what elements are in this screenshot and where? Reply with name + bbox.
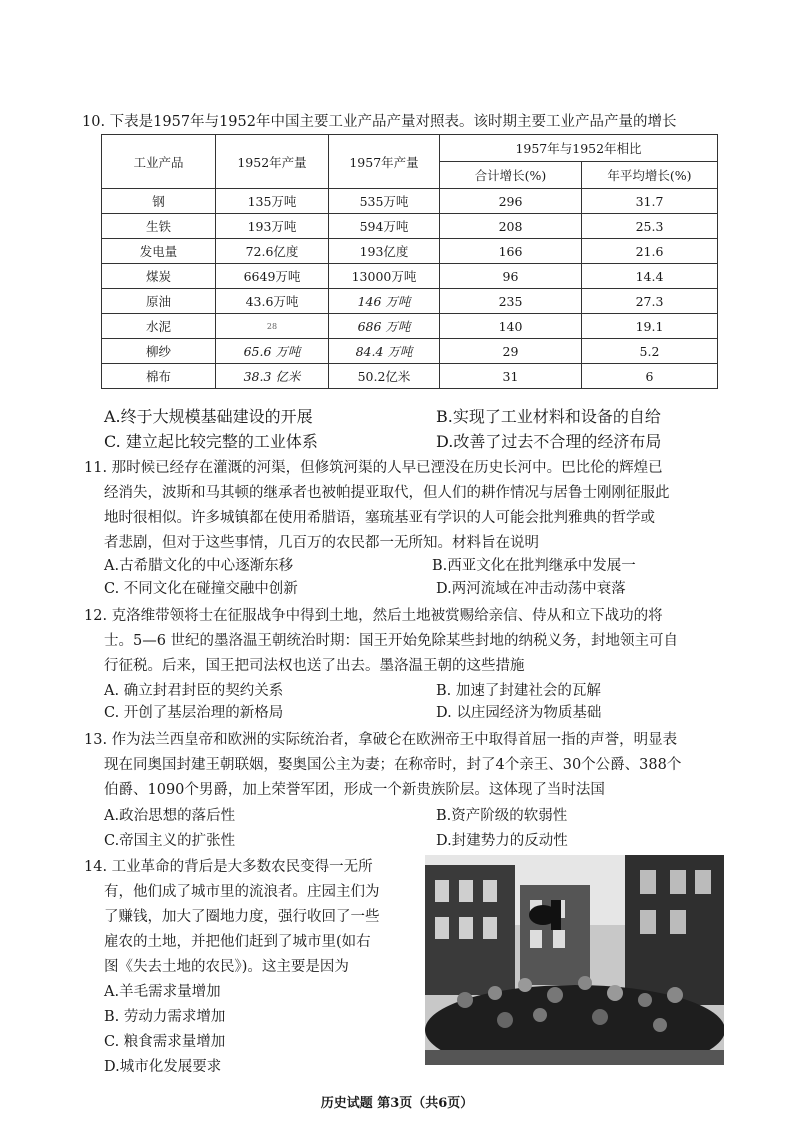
table-row <box>102 314 718 339</box>
table-cell: 钢 <box>102 189 216 214</box>
table-cell-handwritten: 84.4 万吨 <box>329 339 440 364</box>
table-row <box>102 189 718 214</box>
page-footer: 历史试题 第3页（共6页） <box>320 1096 474 1111</box>
table-cell: 棉布 <box>102 364 216 389</box>
header-1952: 1952年产量 <box>216 135 329 189</box>
q14-line: 图《失去土地的农民》)。这主要是因为 <box>104 959 349 975</box>
q10-production-table <box>101 134 718 389</box>
q10-option-c: C. 建立起比较完整的工业体系 <box>104 432 318 451</box>
table-row <box>102 264 718 289</box>
table-cell: 14.4 <box>582 264 718 289</box>
q14-line: 有，他们成了城市里的流浪者。庄园主们为 <box>104 884 380 900</box>
table-cell: 31.7 <box>582 189 718 214</box>
table-row <box>102 239 718 264</box>
q13-option-c: C.帝国主义的扩张性 <box>104 833 236 849</box>
q10-option-a: A.终于大规模基础建设的开展 <box>104 407 313 426</box>
table-cell: 19.1 <box>582 314 718 339</box>
table-cell: 21.6 <box>582 239 718 264</box>
q11-line: 者悲剧，但对于这些事情，几百万的农民都一无所知。材料旨在说明 <box>104 535 539 551</box>
q10-option-d: D.改善了过去不合理的经济布局 <box>436 432 662 451</box>
header-total-growth: 合计增长(%) <box>440 162 582 189</box>
table-cell: 29 <box>440 339 582 364</box>
header-compare: 1957年与1952年相比 <box>440 135 718 162</box>
table-row <box>102 214 718 239</box>
table-cell: 生铁 <box>102 214 216 239</box>
q14-line: 雇农的土地，并把他们赶到了城市里(如右 <box>104 934 371 950</box>
table-cell: 193亿度 <box>329 239 440 264</box>
q14-option-d: D.城市化发展要求 <box>104 1059 222 1075</box>
q11-option-a: A.古希腊文化的中心逐渐东移 <box>104 558 294 574</box>
q12-line: 行征税。后来，国王把司法权也送了出去。墨洛温王朝的这些措施 <box>104 658 525 674</box>
q14-line: 14. 工业革命的背后是大多数农民变得一无所 <box>84 859 373 875</box>
q12-line: 士。5—6 世纪的墨洛温王朝统治时期：国王开始免除某些封地的纳税义务，封地领主可自 <box>104 633 679 649</box>
table-cell: 煤炭 <box>102 264 216 289</box>
table-row <box>102 364 718 389</box>
peasants-illustration <box>425 855 724 1065</box>
q11-option-d: D.两河流域在冲击动荡中衰落 <box>436 581 626 597</box>
table-cell: 140 <box>440 314 582 339</box>
table-cell: 296 <box>440 189 582 214</box>
table-cell: 72.6亿度 <box>216 239 329 264</box>
table-cell-handwritten: 38.3 亿米 <box>216 364 329 389</box>
q12-option-b: B. 加速了封建社会的瓦解 <box>436 683 601 699</box>
q14-option-a: A.羊毛需求量增加 <box>104 984 221 1000</box>
table-cell: 50.2亿米 <box>329 364 440 389</box>
table-cell: 原油 <box>102 289 216 314</box>
q11-line: 地时很相似。许多城镇都在使用希腊语，塞琉基亚有学识的人可能会批判雅典的哲学或 <box>104 510 655 526</box>
q11-option-b: B.西亚文化在批判继承中发展一 <box>432 558 636 574</box>
table-cell: 31 <box>440 364 582 389</box>
table-cell: 166 <box>440 239 582 264</box>
q12-option-d: D. 以庄园经济为物质基础 <box>436 705 602 721</box>
q11-line: 11. 那时候已经存在灌溉的河渠，但修筑河渠的人早已湮没在历史长河中。巴比伦的辉煌已 <box>84 460 663 476</box>
table-cell: 25.3 <box>582 214 718 239</box>
table-cell-handwritten: 686 万吨 <box>329 314 440 339</box>
q13-option-b: B.资产阶级的软弱性 <box>436 808 568 824</box>
table-cell: 96 <box>440 264 582 289</box>
table-cell: 6 <box>582 364 718 389</box>
table-row <box>102 289 718 314</box>
table-cell: 235 <box>440 289 582 314</box>
table-cell: 27.3 <box>582 289 718 314</box>
q12-option-a: A. 确立封君封臣的契约关系 <box>104 683 284 699</box>
table-cell: 135万吨 <box>216 189 329 214</box>
header-product: 工业产品 <box>102 135 216 189</box>
table-cell: 水泥 <box>102 314 216 339</box>
table-cell: 发电量 <box>102 239 216 264</box>
q13-line: 13. 作为法兰西皇帝和欧洲的实际统治者，拿破仑在欧洲帝王中取得首屈一指的声誉，明显表 <box>84 732 678 748</box>
table-cell-handwritten: 65.6 万吨 <box>216 339 329 364</box>
q14-line: 了赚钱，加大了圈地力度，强行收回了一些 <box>104 909 380 925</box>
table-cell-handwritten: 146 万吨 <box>329 289 440 314</box>
table-cell: 535万吨 <box>329 189 440 214</box>
q14-option-b: B. 劳动力需求增加 <box>104 1009 226 1025</box>
table-cell: 193万吨 <box>216 214 329 239</box>
table-cell: 柳纱 <box>102 339 216 364</box>
table-row <box>102 339 718 364</box>
q12-line: 12. 克洛维带领将士在征服战争中得到土地，然后土地被赏赐给亲信、侍从和立下战功的将 <box>84 608 663 624</box>
header-annual-growth: 年平均增长(%) <box>582 162 718 189</box>
table-cell: 43.6万吨 <box>216 289 329 314</box>
header-1957: 1957年产量 <box>329 135 440 189</box>
q11-line: 经消失，波斯和马其顿的继承者也被帕提亚取代，但人们的耕作情况与居鲁士刚刚征服此 <box>104 485 670 501</box>
q13-option-d: D.封建势力的反动性 <box>436 833 568 849</box>
table-cell: 594万吨 <box>329 214 440 239</box>
q13-line: 现在同奥国封建王朝联姻，娶奥国公主为妻；在称帝时，封了4个亲王、30个公爵、388个 <box>104 757 682 773</box>
q14-option-c: C. 粮食需求量增加 <box>104 1034 226 1050</box>
q10-option-b: B.实现了工业材料和设备的自给 <box>436 407 661 426</box>
q13-option-a: A.政治思想的落后性 <box>104 808 236 824</box>
q10-stem: 10. 下表是1957年与1952年中国主要工业产品产量对照表。该时期主要工业产品产量的增长 <box>82 114 677 130</box>
q11-option-c: C. 不同文化在碰撞交融中创新 <box>104 581 298 597</box>
peasants-engraving-graphic <box>425 855 724 1065</box>
q13-line: 伯爵、1090个男爵，加上荣誉军团，形成一个新贵族阶层。这体现了当时法国 <box>104 782 605 798</box>
table-cell: 5.2 <box>582 339 718 364</box>
table-cell: 28 <box>216 314 329 339</box>
table-cell: 208 <box>440 214 582 239</box>
table-cell: 6649万吨 <box>216 264 329 289</box>
table-cell: 13000万吨 <box>329 264 440 289</box>
q12-option-c: C. 开创了基层治理的新格局 <box>104 705 284 721</box>
